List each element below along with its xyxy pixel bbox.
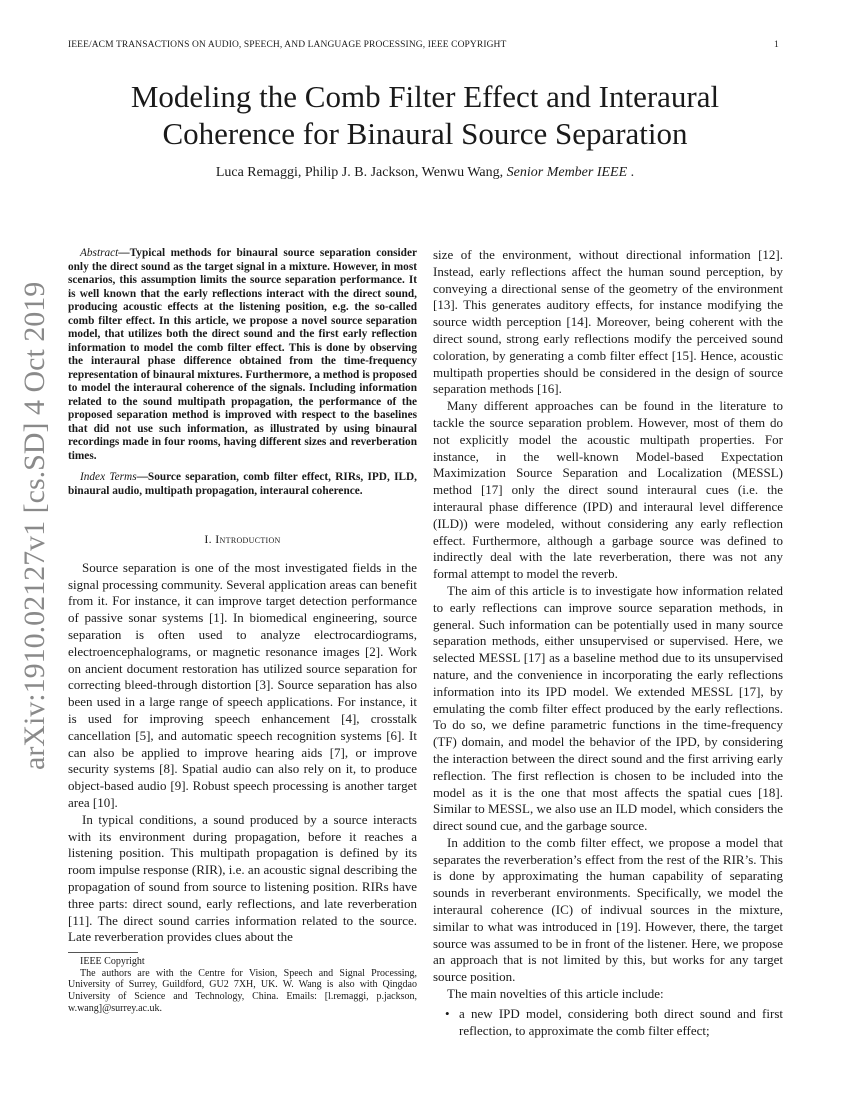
left-column [68,247,417,1014]
right-paragraph-1: Many different approaches can be found in the literature to tackle the source separation problem. However, most of them do not explicitly model the acoustic multipath properties. For instance, in the well-known Model-based Expectation Maximization Source Separation and Localization (MESSL) method [17] only the direct sound interaural cues (i.e. the interaural phase difference (IPD) and interaural level difference (ILD)) were modeled, without considering any early reflection effect. Furthermore, although a garbage source was defined to indirectly deal with the late reverberation, there was not any formal attempt to model the reverb. [433,398,783,582]
abstract-label: Abstract [80,247,119,259]
footnote-divider [68,952,138,953]
right-paragraph-3: In addition to the comb filter effect, we propose a model that separates the reverberation’s effect from the rest of the RIR’s. This is done by approximating the human capability of separating sounds in reverberant environments. Specifically, we model the interaural coherence (IC) of indivual sources in the mixture, similar to what was introduced in [19]. However, there, the target source was assumed to be in front of the listener. Here, we propose an approach that is not limited by this, but works for any target source position. [433,834,783,985]
right-paragraph-2: The aim of this article is to investigate how information related to early reflections can improve source separation methods, in general. Such information can be potentially used in many source separation methods, either unsupervised or supervised. Here, we selected MESSL [17] as a baseline method due to its unsupervised nature, and the convenience in incorporating the early reflections information into its IPD model. We extended MESSL [17], by emulating the comb filter effect produced by the early reflections. To do so, we define parametric functions in the time-frequency (TF) domain, and model the behavior of the IPD, by considering the interaction between the direct sound and the first arriving early reflection. The first reflection is chosen to be included into the model as it is the one that most affects the spatial cues [18]. Similar to MESSL, we also use an ILD model, which considers the direct sound cue, and the garbage source. [433,582,783,834]
footnote-line-1: IEEE Copyright [80,956,145,968]
continued-paragraph: size of the environment, without directional information [12]. Instead, early reflections affect the human sound perception, by conveying a directional sense of the geometry of the environment [13]. This generates auditory effects, for instance modifying the source width perception [14]. Moreover, being coherent with the direct sound, strong early reflections modify the perceived sound coloration, by generating a comb filter effect [15]. Hence, acoustic multipath properties should be considered in the design of source separation methods [16]. [433,247,783,397]
title-line-2: Coherence for Binaural Source Separation [162,116,688,151]
index-terms [68,471,417,498]
abstract-text: —Typical methods for binaural source separation consider only the direct sound as the target signal in a mixture. However, in most scenarios, this assumption limits the source separation performance. It is well known that the early reflections interact with the direct sound, producing acoustic effects at the listening position, e.g. the so-called comb filter effect. In this article, we propose a novel source separation model, that utilizes both the direct sound and the first early reflection information to model the comb filter effect. This is done by observing the interaural phase difference obtained from the time-frequency representation of binaural mixtures. Furthermore, a method is proposed to model the interaural coherence of the signals. Including information related to the sound multipath propagation, the performance of the proposed separation method is improved with respect to the baselines that did not use such information, as illustrated by using binaural recordings made in four rooms, having different sizes and reverberation times. [68,247,417,462]
list-item: • a new IPD model, considering both direct sound and first reflection, to approximate the comb filter effect; [445,1005,783,1038]
index-terms-text: —Source separation, comb filter effect, RIRs, IPD, ILD, binaural audio, multipath propagation, interaural coherence. [68,471,417,497]
footnote [68,956,417,1014]
right-paragraph-4: The main novelties of this article include: [447,986,664,1002]
abstract [68,247,417,463]
intro-paragraph-2: In typical conditions, a sound produced by a source interacts with its environment during propagation, before it reaches a listening position. This multipath propagation is defined by its room impulse response (RIR), i.e. an acoustic signal describing the propagation of sound from source to listening position. RIRs have three parts: direct sound, early reflections, and late reverberation [11]. The direct sound carries information related to the source. Late reverberation provides clues about the [68,811,417,945]
intro-paragraph-1: Source separation is one of the most investigated fields in the signal processing community. Several application areas can benefit from it. For instance, it can improve target detection performance of passive sonar systems [1]. In biomedical engineering, source separation is often used to analyze electrocardiograms, electroencephalograms, or magnetic resonance images [2]. Work on ancient document restoration has utilized source separation for correcting bleed-through distortion [3]. Source separation has also been used in a large range of speech applications. For instance, it is used for improving speech enhancement [4], crosstalk cancellation [5], and automatic speech recognition systems [6]. It can also be applied to improve hearing aids [7], or improve security systems [8]. Spatial audio can also rely on it, to produce object-based audio [9]. Robust speech processing is another target area [10]. [68,559,417,810]
title-line-1: Modeling the Comb Filter Effect and Interaural [130,79,720,114]
author-names: Luca Remaggi, Philip J. B. Jackson, Wenwu Wang, [215,165,507,180]
bullet-icon: • [445,1005,450,1021]
arxiv-stamp: arXiv:1910.02127v1 [cs.SD] 4 Oct 2019 [18,281,51,770]
novelty-list [433,1006,783,1040]
author-list [60,165,790,181]
right-column [433,247,783,1039]
paper-title [60,78,790,152]
section-heading-introduction: I. Introduction [204,532,281,546]
index-terms-label: Index Terms [80,471,137,483]
footnote-line-2: The authors are with the Centre for Vision, Speech and Signal Processing, University of Surrey, Guildford, GU2 7XH, UK. W. Wang is also with Qingdao University of Science and Technology, China. Emails: [l.remaggi, p.jackson, w.wang]@surrey.ac.uk. [68,967,417,1014]
page-number: 1 [774,40,779,50]
author-role: Senior Member IEEE [506,165,628,180]
author-suffix: . [627,165,635,180]
running-head: IEEE/ACM TRANSACTIONS ON AUDIO, SPEECH, AND LANGUAGE PROCESSING, IEEE COPYRIGHT [68,40,507,50]
